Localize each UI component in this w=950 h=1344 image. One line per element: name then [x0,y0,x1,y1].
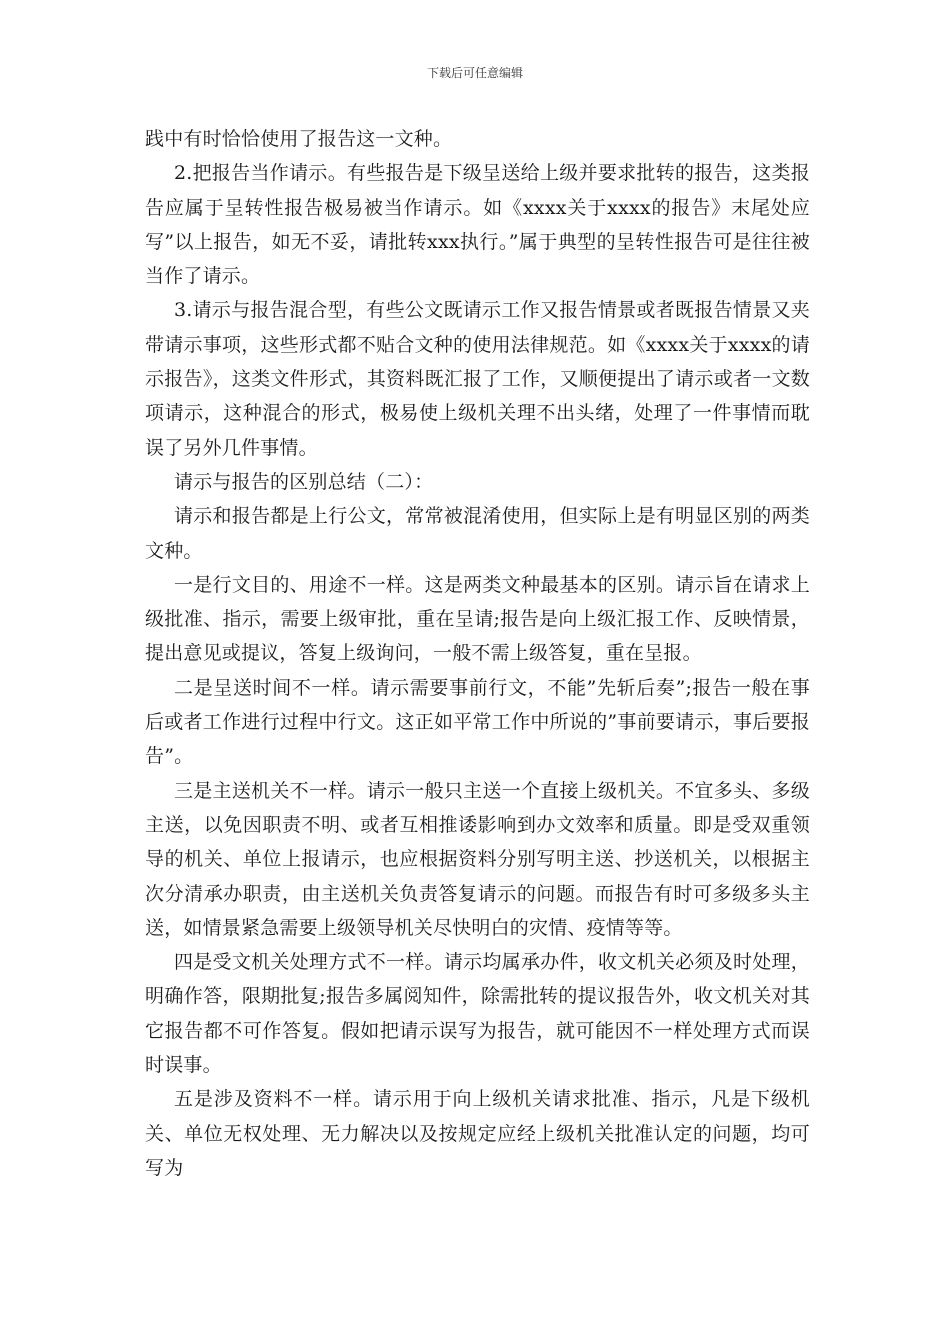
paragraph: 请示和报告都是上行公文，常常被混淆使用，但实际上是有明显区别的两类文种。 [145,505,810,562]
paragraph: 五是涉及资料不一样。请示用于向上级机关请求批准、指示，凡是下级机关、单位无权处理、无力解决以及按规定应经上级机关批准认定的问题，均可写为 [145,1088,810,1179]
paragraph: 践中有时恰恰使用了报告这一文种。 [145,128,453,150]
page-header: 下载后可任意编辑 [426,66,523,80]
paragraph: 四是受文机关处理方式不一样。请示均属承办件，收文机关必须及时处理，明确作答，限期批复;报告多属阅知件，除需批转的提议报告外，收文机关对其它报告都不可作答复。假如把请示误写为报告，就可能因不一样处理方式而误时误事。 [145,951,810,1077]
paragraph: 3.请示与报告混合型，有些公文既请示工作又报告情景或者既报告情景又夹带请示事项，这些形式都不贴合文种的使用法律规范。如《xxxx关于xxxx的请示报告》，这类文件形式，其资料既汇报了工作，又顺便提出了请示或者一文数项请示，这种混合的形式，极易使上级机关理不出头绪，处理了一件事情而耽误了另外几件事情。 [145,299,810,459]
paragraph: 2.把报告当作请示。有些报告是下级呈送给上级并要求批转的报告，这类报告应属于呈转性报告极易被当作请示。如《xxxx关于xxxx的报告》末尾处应写”以上报告，如无不妥，请批转xxx执行。”属于典型的呈转性报告可是往往被当作了请示。 [145,162,810,288]
section-heading: 请示与报告的区别总结（二）： [174,470,434,493]
document-body [145,122,810,1185]
paragraph: 三是主送机关不一样。请示一般只主送一个直接上级机关。不宜多头、多级主送，以免因职责不明、或者互相推诿影响到办文效率和质量。即是受双重领导的机关、单位上报请示，也应根据资料分别写明主送、抄送机关，以根据主次分清承办职责，由主送机关负责答复请示的问题。而报告有时可多级多头主送，如情景紧急需要上级领导机关尽快明白的灾情、疫情等等。 [145,779,810,939]
paragraph: 一是行文目的、用途不一样。这是两类文种最基本的区别。请示旨在请求上级批准、指示，需要上级审批，重在呈请;报告是向上级汇报工作、反映情景，提出意见或提议，答复上级询问，一般不需上级答复，重在呈报。 [145,573,810,665]
paragraph: 二是呈送时间不一样。请示需要事前行文，不能”先斩后奏”;报告一般在事后或者工作进行过程中行文。这正如平常工作中所说的”事前要请示，事后要报告”。 [145,676,810,768]
